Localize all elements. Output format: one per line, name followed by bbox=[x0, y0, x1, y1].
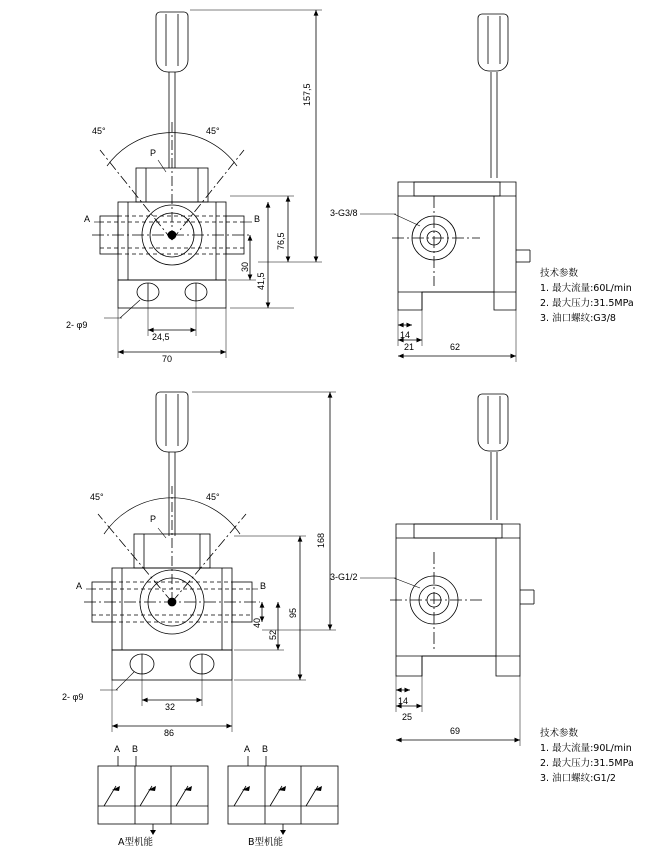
port-a-top: A bbox=[84, 214, 91, 224]
specs-bottom bbox=[540, 726, 634, 786]
specs-bottom-heading: 技术参数 bbox=[540, 728, 579, 739]
symbol-a-port-a: A bbox=[114, 744, 121, 754]
dim-24-5: 24,5 bbox=[152, 332, 170, 342]
hole-note-bottom: 2- φ9 bbox=[62, 692, 84, 702]
dim-69-bottom: 69 bbox=[450, 726, 461, 736]
port-b-top: B bbox=[254, 214, 261, 224]
dim-14-bottom: 14 bbox=[398, 696, 409, 706]
symbol-b-port-a: A bbox=[244, 744, 251, 754]
dim-41-5: 41,5 bbox=[256, 272, 266, 290]
specs-top-item-3: 3. 油口螺纹:G3/8 bbox=[540, 313, 616, 324]
dim-168: 168 bbox=[316, 532, 326, 548]
dim-40: 40 bbox=[252, 617, 262, 628]
specs-bottom-item-3: 3. 油口螺纹:G1/2 bbox=[540, 773, 616, 784]
dim-70: 70 bbox=[162, 354, 173, 364]
symbol-a-port-b: B bbox=[132, 744, 139, 754]
thread-note-top: 3-G3/8 bbox=[330, 208, 358, 218]
angle-right-bottom: 45° bbox=[206, 492, 220, 502]
port-p-top: P bbox=[150, 148, 157, 158]
dim-30: 30 bbox=[240, 261, 250, 272]
dim-21-top: 21 bbox=[404, 342, 415, 352]
symbol-b-port-b: B bbox=[262, 744, 269, 754]
symbol-b-caption: B型机能 bbox=[248, 837, 284, 848]
hole-note-top: 2- φ9 bbox=[66, 320, 88, 330]
dim-32: 32 bbox=[165, 702, 176, 712]
thread-note-bottom: 3-G1/2 bbox=[330, 572, 358, 582]
specs-top bbox=[540, 266, 634, 326]
port-p-bottom: P bbox=[150, 514, 157, 524]
specs-bottom-item-1: 1. 最大流量:90L/min bbox=[540, 743, 632, 754]
dim-14-top: 14 bbox=[400, 330, 411, 340]
dim-76-5: 76,5 bbox=[276, 232, 286, 250]
symbol-a-caption: A型机能 bbox=[118, 837, 153, 848]
angle-right-top: 45° bbox=[206, 126, 220, 136]
specs-top-item-2: 2. 最大压力:31.5MPa bbox=[540, 298, 634, 309]
dim-86: 86 bbox=[164, 728, 175, 738]
dim-95: 95 bbox=[288, 607, 298, 618]
port-b-bottom: B bbox=[260, 581, 267, 591]
angle-left-bottom: 45° bbox=[90, 492, 104, 502]
angle-left-top: 45° bbox=[92, 126, 106, 136]
dim-157-5: 157,5 bbox=[302, 83, 312, 106]
dim-52: 52 bbox=[268, 629, 278, 640]
dim-25-bottom: 25 bbox=[402, 712, 413, 722]
specs-top-heading: 技术参数 bbox=[540, 268, 579, 279]
port-a-bottom: A bbox=[76, 581, 83, 591]
specs-top-item-1: 1. 最大流量:60L/min bbox=[540, 283, 632, 294]
specs-bottom-item-2: 2. 最大压力:31.5MPa bbox=[540, 758, 634, 769]
dim-62-top: 62 bbox=[450, 342, 461, 352]
